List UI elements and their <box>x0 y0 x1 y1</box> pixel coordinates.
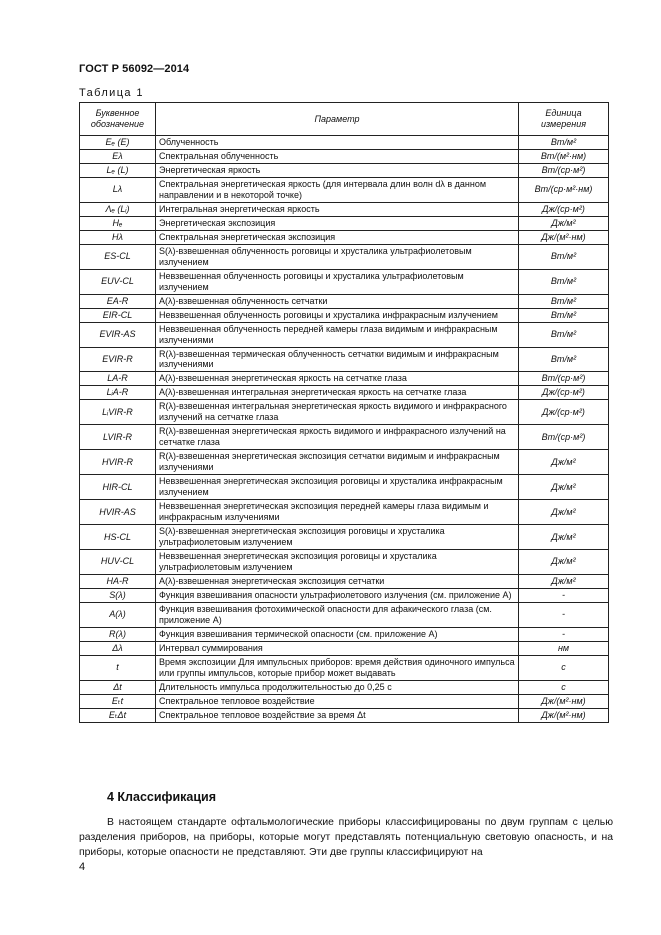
symbol-cell: LᵢA-R <box>80 386 156 400</box>
table-row <box>80 525 609 550</box>
symbol-cell: Eₜt <box>80 694 156 708</box>
unit-cell: Дж/(м²·нм) <box>519 230 609 244</box>
parameter-cell: A(λ)-взвешенная энергетическая яркость на сетчатке глаза <box>156 372 519 386</box>
symbol-cell: S(λ) <box>80 588 156 602</box>
table-row <box>80 574 609 588</box>
parameter-cell: Функция взвешивания фотохимической опасности для афакического глаза (см. приложение А) <box>156 602 519 627</box>
unit-cell: Дж/(ср·м²) <box>519 386 609 400</box>
table-row <box>80 216 609 230</box>
parameter-cell: Время экспозиции Для импульсных приборов: время действия одиночного импульса или группы импульсов, которые прибор может выдавать <box>156 655 519 680</box>
unit-cell: Дж/м² <box>519 500 609 525</box>
symbol-cell: HVIR-AS <box>80 500 156 525</box>
table-row <box>80 230 609 244</box>
unit-cell: Вт/м² <box>519 308 609 322</box>
unit-cell: Дж/м² <box>519 216 609 230</box>
parameter-cell: A(λ)-взвешенная энергетическая экспозиция сетчатки <box>156 574 519 588</box>
table-row <box>80 680 609 694</box>
unit-cell: Дж/м² <box>519 525 609 550</box>
table-row <box>80 602 609 627</box>
symbol-cell: ES-CL <box>80 244 156 269</box>
unit-cell: - <box>519 588 609 602</box>
unit-cell: Дж/м² <box>519 450 609 475</box>
unit-cell: Вт/м² <box>519 294 609 308</box>
table-row <box>80 400 609 425</box>
unit-cell: Дж/(м²·нм) <box>519 694 609 708</box>
unit-cell: с <box>519 680 609 694</box>
parameter-cell: Спектральное тепловое воздействие <box>156 694 519 708</box>
unit-cell: Вт/м² <box>519 244 609 269</box>
header-symbol: Буквенное обозначение <box>80 103 156 136</box>
symbol-cell: LA-R <box>80 372 156 386</box>
unit-cell: Дж/м² <box>519 550 609 575</box>
table-row <box>80 308 609 322</box>
unit-cell: нм <box>519 641 609 655</box>
unit-cell: Вт/м² <box>519 269 609 294</box>
table-row <box>80 136 609 150</box>
table-row <box>80 347 609 372</box>
unit-cell: Вт/м² <box>519 347 609 372</box>
table-row <box>80 588 609 602</box>
symbol-cell: Δt <box>80 680 156 694</box>
symbol-cell: EVIR-AS <box>80 322 156 347</box>
parameter-cell: R(λ)-взвешенная энергетическая яркость видимого и инфракрасного излучений на сетчатке глаза <box>156 425 519 450</box>
symbol-cell: EA-R <box>80 294 156 308</box>
parameter-cell: S(λ)-взвешенная облученность роговицы и хрусталика ультрафиолетовым излучением <box>156 244 519 269</box>
table-body <box>80 136 609 723</box>
table-row <box>80 425 609 450</box>
symbol-cell: HA-R <box>80 574 156 588</box>
symbol-cell: HS-CL <box>80 525 156 550</box>
table-row <box>80 386 609 400</box>
table-row <box>80 163 609 177</box>
table-row <box>80 475 609 500</box>
unit-cell: Дж/(ср·м²) <box>519 400 609 425</box>
parameter-cell: R(λ)-взвешенная термическая облученность сетчатки видимым и инфракрасным излучениями <box>156 347 519 372</box>
parameter-cell: Невзвешенная облученность роговицы и хрусталика ультрафиолетовым излучением <box>156 269 519 294</box>
parameter-cell: Энергетическая экспозиция <box>156 216 519 230</box>
table-row <box>80 708 609 722</box>
unit-cell: Дж/м² <box>519 475 609 500</box>
table-row <box>80 149 609 163</box>
symbol-cell: HVIR-R <box>80 450 156 475</box>
symbol-cell: EUV-CL <box>80 269 156 294</box>
parameter-cell: S(λ)-взвешенная энергетическая экспозиция роговицы и хрусталика ультрафиолетовым излучением <box>156 525 519 550</box>
symbol-cell: Eₑ (E) <box>80 136 156 150</box>
header-parameter: Параметр <box>156 103 519 136</box>
symbol-cell: LVIR-R <box>80 425 156 450</box>
table-row <box>80 244 609 269</box>
symbol-cell: Λₑ (Lᵢ) <box>80 202 156 216</box>
symbol-cell: Hλ <box>80 230 156 244</box>
section-paragraph: В настоящем стандарте офтальмологические приборы классифицированы по двум группам с целью разделения приборов, на приборы, которые могут представлять потенциальную световую опасность, и на приборы, которые опасности не представляют. Эти две группы классифицируют на <box>79 817 613 858</box>
unit-cell: с <box>519 655 609 680</box>
unit-cell: - <box>519 602 609 627</box>
parameter-cell: Невзвешенная энергетическая экспозиция роговицы и хрусталика инфракрасным излучением <box>156 475 519 500</box>
parameter-cell: A(λ)-взвешенная облученность сетчатки <box>156 294 519 308</box>
parameter-cell: R(λ)-взвешенная энергетическая экспозиция сетчатки видимым и инфракрасным излучениями <box>156 450 519 475</box>
parameter-cell: Энергетическая яркость <box>156 163 519 177</box>
unit-cell: Вт/м² <box>519 322 609 347</box>
parameter-cell: Интегральная энергетическая яркость <box>156 202 519 216</box>
symbol-cell: A(λ) <box>80 602 156 627</box>
symbol-cell: LᵢVIR-R <box>80 400 156 425</box>
unit-cell: Вт/(ср·м²) <box>519 163 609 177</box>
parameter-cell: Функция взвешивания термической опасности (см. приложение А) <box>156 627 519 641</box>
parameter-cell: Невзвешенная энергетическая экспозиция роговицы и хрусталика ультрафиолетовым излучением <box>156 550 519 575</box>
unit-cell: Дж/(ср·м²) <box>519 202 609 216</box>
parameter-cell: A(λ)-взвешенная интегральная энергетическая яркость на сетчатке глаза <box>156 386 519 400</box>
table-row <box>80 450 609 475</box>
symbol-cell: t <box>80 655 156 680</box>
unit-cell: Вт/м² <box>519 136 609 150</box>
parameter-cell: Функция взвешивания опасности ультрафиолетового излучения (см. приложение А) <box>156 588 519 602</box>
parameter-cell: Облученность <box>156 136 519 150</box>
table-row <box>80 655 609 680</box>
symbol-cell: Lₑ (L) <box>80 163 156 177</box>
symbol-cell: Δλ <box>80 641 156 655</box>
parameter-cell: Невзвешенная облученность передней камеры глаза видимым и инфракрасным излучениями <box>156 322 519 347</box>
table-row <box>80 269 609 294</box>
parameter-cell: R(λ)-взвешенная интегральная энергетическая яркость видимого и инфракрасного излучений на сетчатке глаза <box>156 400 519 425</box>
symbol-cell: R(λ) <box>80 627 156 641</box>
unit-cell: Вт/(ср·м²) <box>519 425 609 450</box>
unit-cell: - <box>519 627 609 641</box>
table-row <box>80 550 609 575</box>
parameter-cell: Спектральная энергетическая яркость (для интервала длин волн dλ в данном направлении и в некоторой точке) <box>156 177 519 202</box>
parameter-cell: Интервал суммирования <box>156 641 519 655</box>
symbol-cell: EVIR-R <box>80 347 156 372</box>
parameter-cell: Спектральная энергетическая экспозиция <box>156 230 519 244</box>
unit-cell: Дж/м² <box>519 574 609 588</box>
parameters-table <box>79 102 609 723</box>
table-row <box>80 372 609 386</box>
table-header-row <box>80 103 609 136</box>
section-heading: 4 Классификация <box>107 790 217 804</box>
symbol-cell: EₜΔt <box>80 708 156 722</box>
parameter-cell: Спектральное тепловое воздействие за время Δt <box>156 708 519 722</box>
table-row <box>80 177 609 202</box>
document-header: ГОСТ Р 56092—2014 <box>79 63 190 75</box>
parameter-cell: Длительность импульса продолжительностью до 0,25 с <box>156 680 519 694</box>
table-row <box>80 294 609 308</box>
table-caption: Таблица 1 <box>79 87 144 99</box>
table-row <box>80 202 609 216</box>
unit-cell: Вт/(ср·м²) <box>519 372 609 386</box>
parameter-cell: Спектральная облученность <box>156 149 519 163</box>
symbol-cell: HUV-CL <box>80 550 156 575</box>
page-number: 4 <box>79 861 86 873</box>
symbol-cell: Lλ <box>80 177 156 202</box>
symbol-cell: HIR-CL <box>80 475 156 500</box>
unit-cell: Вт/(ср·м²·нм) <box>519 177 609 202</box>
symbol-cell: Eλ <box>80 149 156 163</box>
table-row <box>80 627 609 641</box>
table-row <box>80 694 609 708</box>
header-unit: Единица измерения <box>519 103 609 136</box>
unit-cell: Вт/(м²·нм) <box>519 149 609 163</box>
parameter-cell: Невзвешенная энергетическая экспозиция передней камеры глаза видимым и инфракрасным излучениями <box>156 500 519 525</box>
symbol-cell: Hₑ <box>80 216 156 230</box>
symbol-cell: EIR-CL <box>80 308 156 322</box>
table-row <box>80 322 609 347</box>
table-row <box>80 641 609 655</box>
parameter-cell: Невзвешенная облученность роговицы и хрусталика инфракрасным излучением <box>156 308 519 322</box>
table-row <box>80 500 609 525</box>
unit-cell: Дж/(м²·нм) <box>519 708 609 722</box>
